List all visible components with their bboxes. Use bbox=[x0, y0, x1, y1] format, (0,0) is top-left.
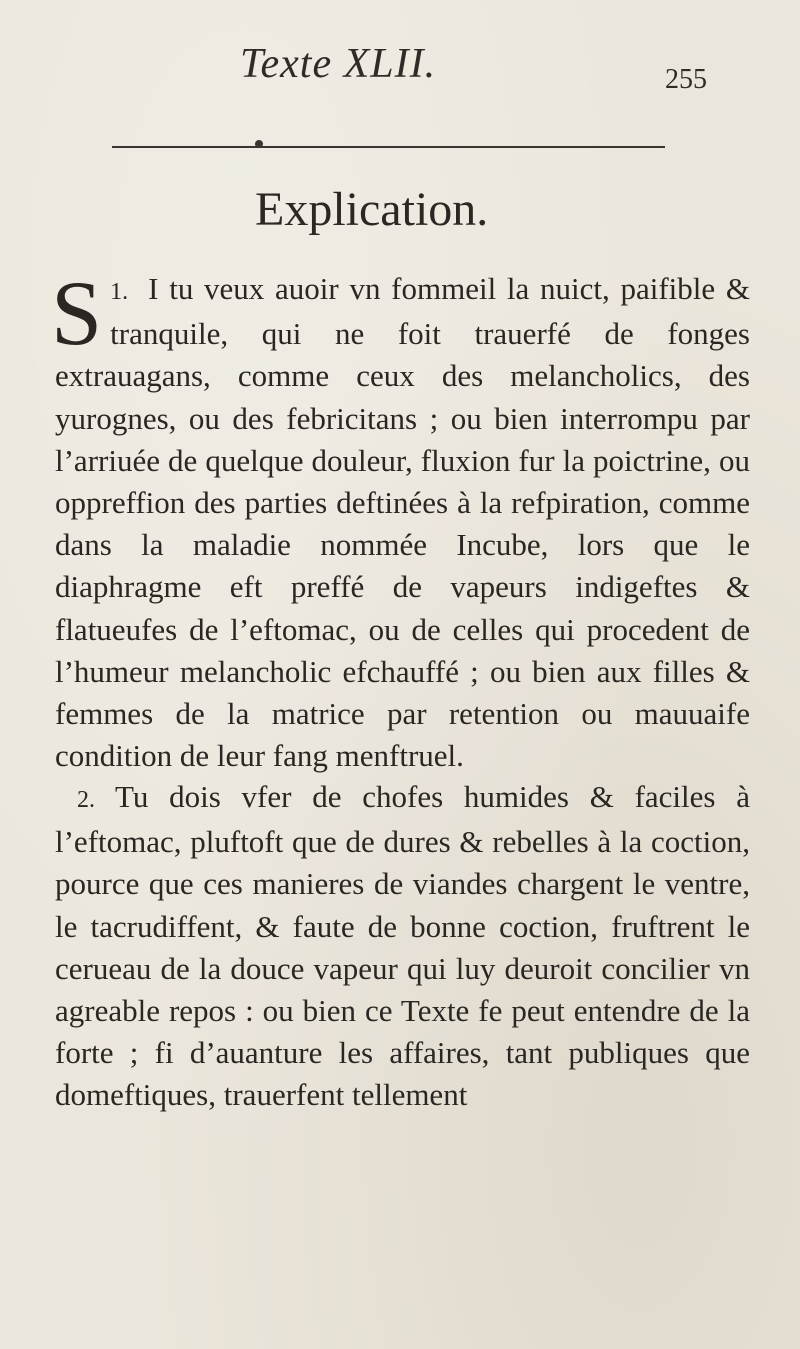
paragraph-number: 2. bbox=[77, 787, 95, 813]
header-rule bbox=[112, 146, 665, 148]
paragraph-1 bbox=[51, 262, 750, 777]
rule-ornament bbox=[255, 140, 263, 148]
running-title: Texte XLII. bbox=[240, 41, 437, 87]
paragraph-2 bbox=[55, 776, 750, 1117]
paragraph-text: I tu veux auoir vn fommeil la nuict, paifible & tranquile, qui ne foit trauerfé de fonges extrauagans, comme ceux des melancholics, des yurognes, ou des febricitans ; ou bien interrompu par l’arriuée de quelque douleur, fluxion fur la poictrine, ou oppreffion des parties deftinées à la refpiration, comme dans la maladie nommée Incube, lors que le diaphragme eft preffé de vapeurs indigeftes & flatueufes de l’eftomac, ou de celles qui procedent de l’humeur melancholic efchauffé ; ou bien aux filles & femmes de la matrice par retention ou mauuaife condition de leur fang menftruel. bbox=[55, 271, 750, 774]
page-number: 255 bbox=[665, 64, 707, 95]
section-title: Explication. bbox=[255, 183, 489, 236]
drop-cap: S bbox=[51, 262, 103, 364]
paragraph-text: Tu dois vfer de chofes humides & faciles à l’eftomac, pluftoft que de dures & rebelles à la coction, pource que ces manieres de viandes chargent le ventre, le tacrudiffent, & faute de bonne coction, fruftrent le cerueau de la douce vapeur qui luy deuroit concilier vn agreable repos : ou bien ce Texte fe peut entendre de la forte ; fi d’auanture les affaires, tant publiques que domeftiques, trauerfent tellement bbox=[55, 779, 750, 1113]
paragraph-number: 1. bbox=[110, 279, 129, 305]
